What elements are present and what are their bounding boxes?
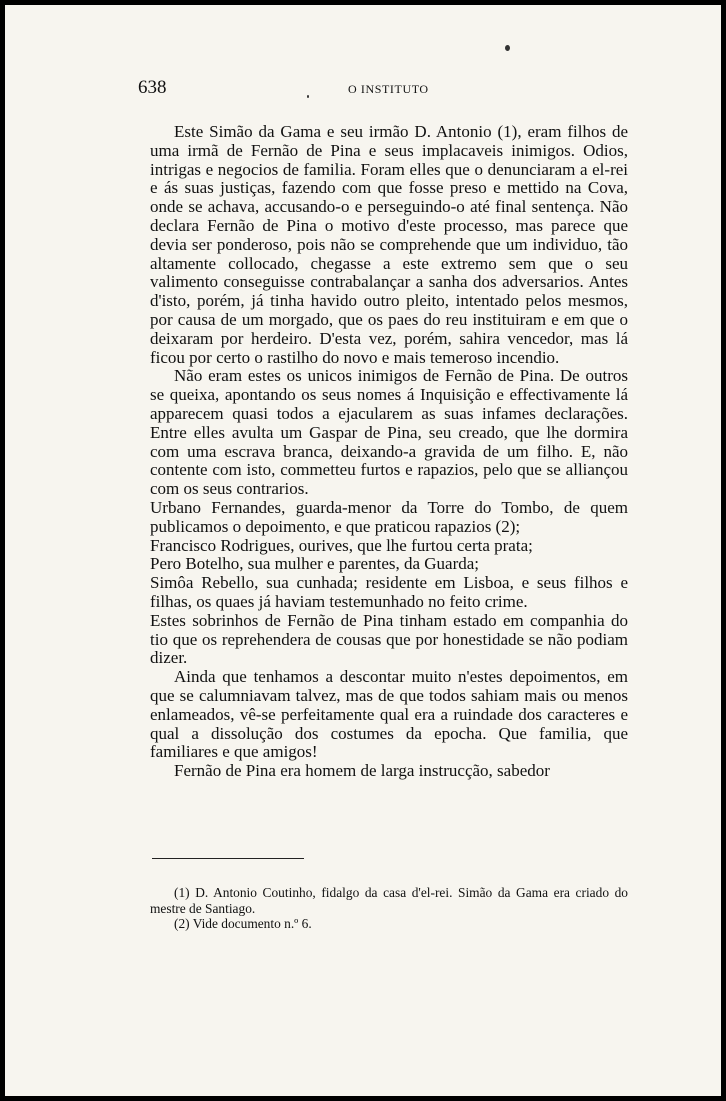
paragraph: Urbano Fernandes, guarda-menor da Torre do Tombo, de quem publicamos o depoimento, e que praticou rapazios (2); [150, 497, 628, 536]
footnote: (2) Vide documento n.º 6. [174, 916, 312, 931]
page-number: 638 [138, 77, 167, 98]
ink-speck [505, 45, 510, 51]
paragraph: Fernão de Pina era homem de larga instrucção, sabedor [174, 761, 550, 781]
paragraph: Simôa Rebello, sua cunhada; residente em Lisboa, e seus filhos e filhas, os quaes já haviam testemunhado no feito crime. [150, 573, 628, 611]
paragraph: Não eram estes os unicos inimigos de Fernão de Pina. De outros se queixa, apontando os seus nomes á Inquisição e effectivamente lá apparecem quasi todos a ejacularem as suas infames declarações. Entre elles avulta um Gaspar de Pina, seu creado, que lhe dormira com uma escrava branca, deixando-a gravida de um filho. E, não contente com isto, commetteu furtos e rapazios, pelo que se alliançou com os seus contrarios. [150, 366, 628, 499]
running-head: O INSTITUTO [348, 82, 429, 96]
paragraph: Pero Botelho, sua mulher e parentes, da Guarda; [150, 554, 480, 574]
paragraph: Ainda que tenhamos a descontar muito n'estes depoimentos, em que se calumniavam talvez, mas de que todos sahiam mais ou menos enlameados, vê-se perfeitamente qual era a ruindade dos caracteres e qual a dissolução dos costumes da epocha. Que familia, que familiares e que amigos! [150, 667, 628, 762]
page-header [138, 77, 630, 101]
footnote: (1) D. Antonio Coutinho, fidalgo da casa d'el-rei. Simão da Gama era criado do mestre de Santiago. [150, 885, 628, 916]
paragraph: Francisco Rodrigues, ourives, que lhe furtou certa prata; [150, 535, 533, 555]
main-text [150, 123, 628, 781]
book-page [5, 5, 721, 1096]
footnote-rule [152, 858, 304, 859]
paragraph: Este Simão da Gama e seu irmão D. Antonio (1), eram filhos de uma irmã de Fernão de Pina e seus implacaveis inimigos. Odios, intrigas e negocios de familia. Foram elles que o denunciaram a el-rei e ás suas justiças, fazendo com que fosse preso e mettido na Cova, onde se achava, accusando-o e perseguindo-o até final sentença. Não declara Fernão de Pina o motivo d'este processo, mas parece que devia ser ponderoso, pois não se comprehende que um individuo, tão altamente collocado, chegasse a este extremo sem que o seu valimento conseguisse contrabalançar a sanha dos adversarios. Antes d'isto, porém, já tinha havido outro pleito, intentado pelos mesmos, por causa de um morgado, que os paes do reu instituiram e em que o deixaram por herdeiro. D'esta vez, porém, sahira vencedor, mas lá ficou por certo o rastilho do novo e mais temeroso incendio. [150, 122, 628, 367]
footnotes [150, 885, 628, 932]
paragraph: Estes sobrinhos de Fernão de Pina tinham estado em companhia do tio que os reprehendera de cousas que por honestidade se não podiam dizer. [150, 610, 628, 668]
